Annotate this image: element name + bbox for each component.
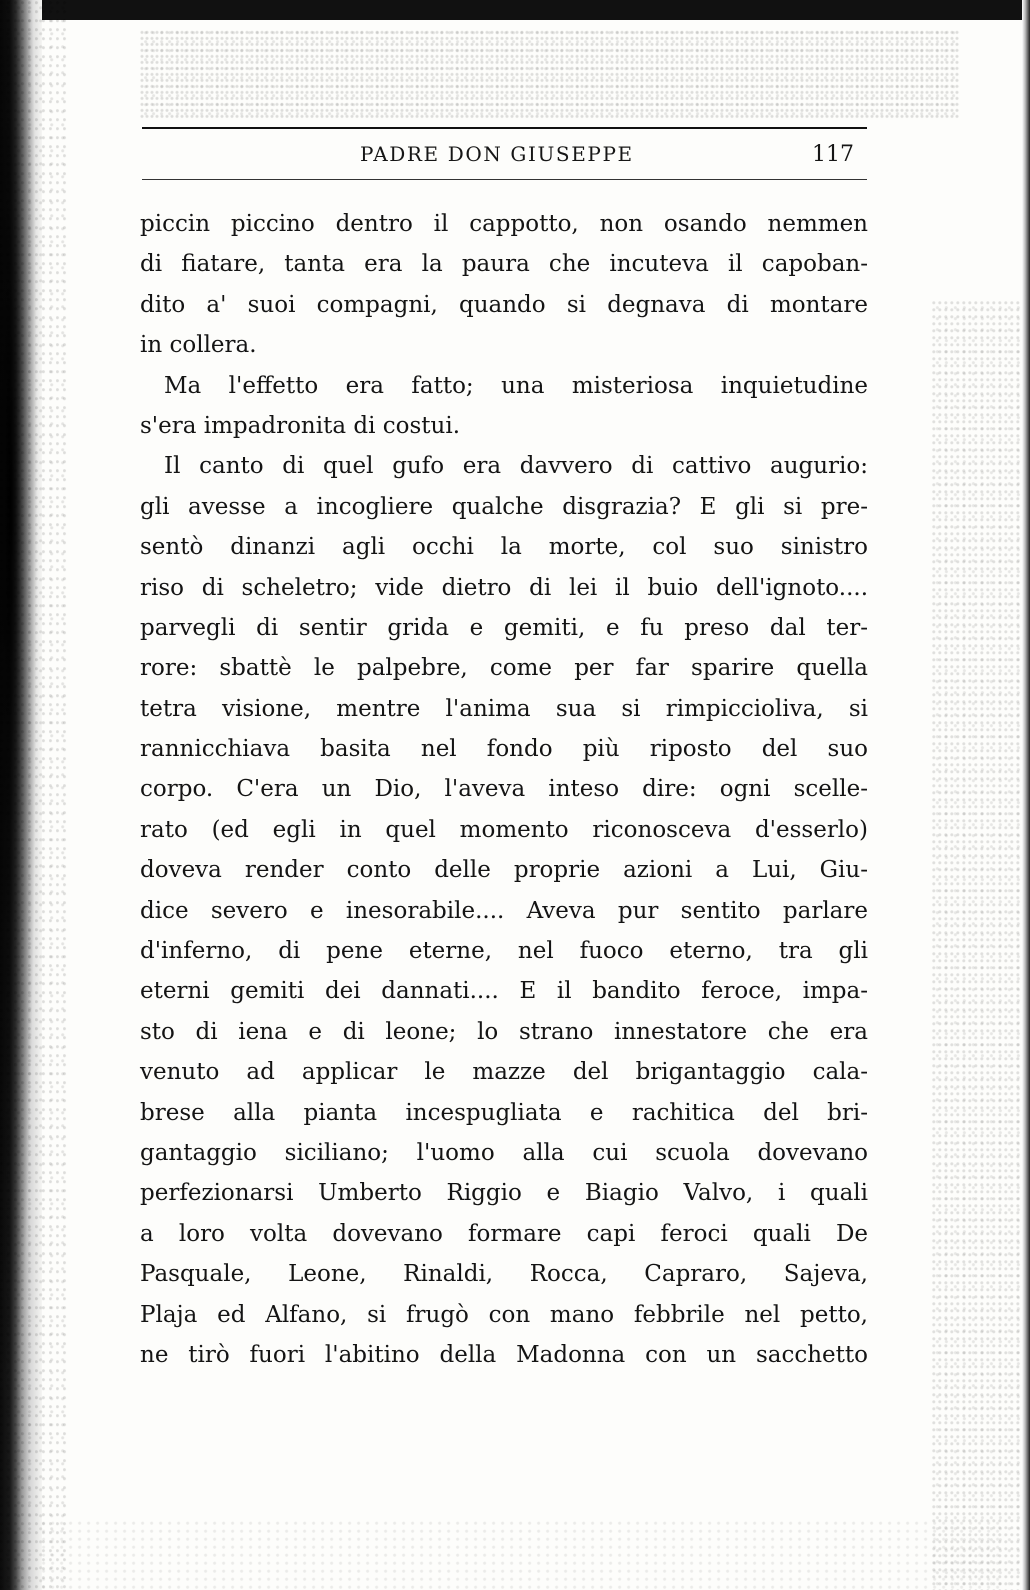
text-line: tetra visione, mentre l'anima sua si rimpiccioliva, si: [140, 695, 868, 722]
scan-top-border: [0, 0, 1030, 20]
text-line: rannicchiava basita nel fondo più riposto del suo: [140, 736, 868, 763]
text-line: gantaggio siciliano; l'uomo alla cui scuola dovevano: [140, 1139, 868, 1166]
running-title: PADRE DON GIUSEPPE: [360, 142, 634, 166]
text-line: ne tirò fuori l'abitino della Madonna con un sacchetto: [140, 1341, 868, 1368]
text-line: a loro volta dovevano formare capi feroci quali De: [140, 1220, 868, 1247]
text-line: corpo. C'era un Dio, l'aveva inteso dire: ogni scelle-: [140, 776, 868, 803]
text-line: piccin piccino dentro il cappotto, non osando nemmen: [140, 211, 868, 237]
page-number: 117: [812, 142, 854, 167]
body-text: [140, 204, 868, 1375]
text-line: dito a' suoi compagni, quando si degnava di montare: [140, 291, 868, 318]
text-line: riso di scheletro; vide dietro di lei il buio dell'ignoto....: [140, 574, 868, 601]
text-line: sto di iena e di leone; lo strano innestatore che era: [140, 1018, 868, 1045]
text-line: sentò dinanzi agli occhi la morte, col suo sinistro: [140, 534, 868, 561]
text-line: parvegli di sentir grida e gemiti, e fu preso dal ter-: [140, 614, 868, 641]
text-line: dice severo e inesorabile.... Aveva pur sentito parlare: [140, 897, 868, 924]
text-line: Il canto di quel gufo era davvero di cattivo augurio:: [164, 453, 868, 480]
text-line: Pasquale, Leone, Rinaldi, Rocca, Capraro, Sajeva,: [140, 1261, 868, 1288]
text-line: di fiatare, tanta era la paura che incuteva il capoban-: [140, 251, 868, 278]
text-line: rato (ed egli in quel momento riconosceva d'esserlo): [140, 816, 868, 843]
text-line: doveva render conto delle proprie azioni a Lui, Giu-: [140, 857, 868, 884]
text-line: in collera.: [140, 332, 257, 359]
scan-noise-left: [0, 0, 70, 1590]
text-line: perfezionarsi Umberto Riggio e Biagio Valvo, i quali: [140, 1180, 868, 1207]
scan-noise-bottom: [40, 1520, 1000, 1590]
text-line: Ma l'effetto era fatto; una misteriosa inquietudine: [164, 372, 868, 399]
text-line: Plaja ed Alfano, si frugò con mano febbrile nel petto,: [140, 1301, 868, 1328]
scan-right-edge: [1022, 0, 1030, 1590]
text-line: venuto ad applicar le mazze del brigantaggio cala-: [140, 1059, 868, 1086]
text-line: brese alla pianta incespugliata e rachitica del bri-: [140, 1099, 868, 1126]
header-rule-top: [142, 127, 867, 129]
text-line: rore: sbattè le palpebre, come per far sparire quella: [140, 655, 868, 682]
scan-noise-right: [932, 300, 1022, 1590]
header-rule-bottom: [142, 179, 867, 180]
text-line: d'inferno, di pene eterne, nel fuoco eterno, tra gli: [140, 938, 868, 965]
text-line: eterni gemiti dei dannati.... E il bandito feroce, impa-: [140, 978, 868, 1005]
text-line: gli avesse a incogliere qualche disgrazia? E gli si pre-: [140, 493, 868, 520]
text-line: s'era impadronita di costui.: [140, 412, 461, 439]
scan-noise-top: [140, 30, 960, 120]
